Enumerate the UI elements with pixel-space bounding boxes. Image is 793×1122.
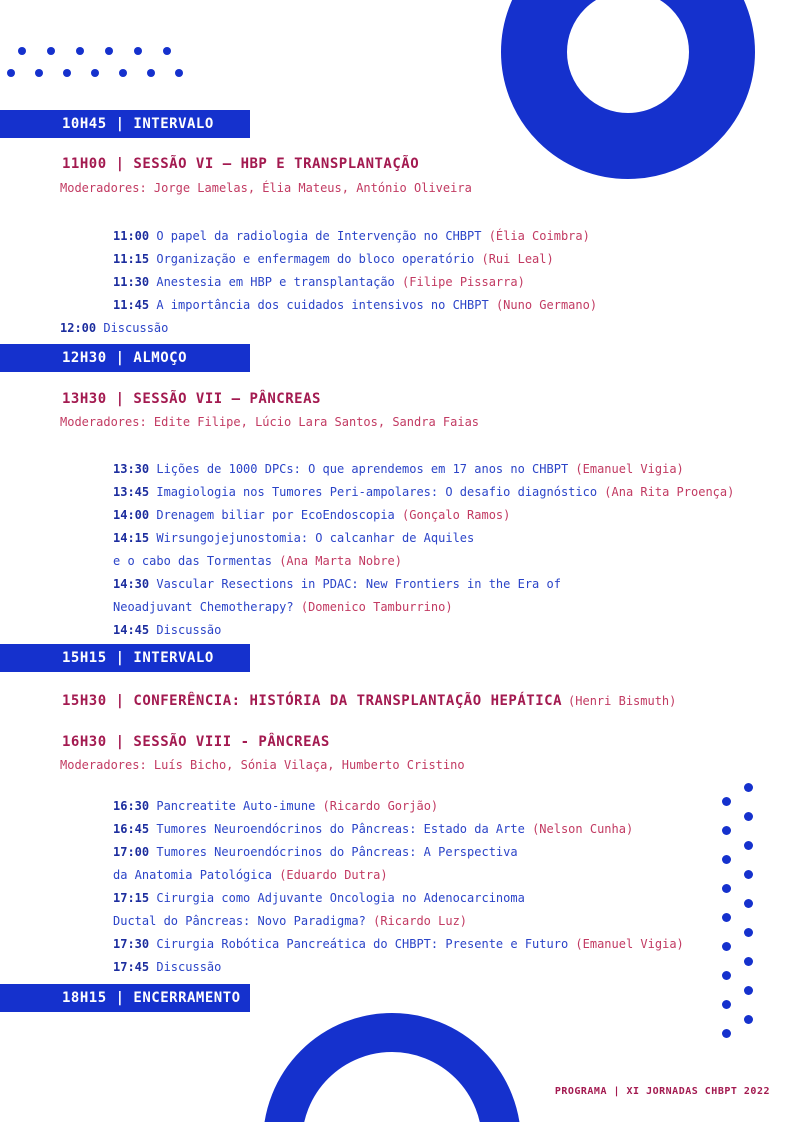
session-vi-schedule (60, 225, 598, 340)
schedule-line (113, 481, 734, 504)
decor-ring-top-right (501, 0, 755, 179)
session-vii-moderators: Moderadores: Edite Filipe, Lúcio Lara Santos, Sandra Faias (60, 415, 480, 429)
session-vi-heading: 11H00 | SESSÃO VI – HBP E TRANSPLANTAÇÃO (62, 156, 420, 172)
item-title: Discussão (156, 623, 222, 637)
item-title: Neoadjuvant Chemotherapy? (113, 600, 294, 614)
decor-dot (722, 971, 731, 980)
schedule-line (113, 818, 684, 841)
decor-dot (722, 913, 731, 922)
decor-ring-bottom (263, 1013, 521, 1122)
item-time: 13:30 (113, 462, 150, 476)
item-time: 17:45 (113, 960, 150, 974)
item-title: Ductal do Pâncreas: Novo Paradigma? (113, 914, 366, 928)
item-time: 17:15 (113, 891, 150, 905)
schedule-line (113, 225, 597, 248)
item-speaker: (Emanuel Vigia) (575, 462, 684, 476)
decor-dot (175, 69, 183, 77)
decor-dot (119, 69, 127, 77)
item-speaker: (Emanuel Vigia) (575, 937, 684, 951)
conference-speaker: (Henri Bismuth) (568, 694, 677, 708)
item-title: Cirurgia como Adjuvante Oncologia no Adenocarcinoma (156, 891, 525, 905)
item-title: Cirurgia Robótica Pancreática do CHBPT: Presente e Futuro (156, 937, 569, 951)
session-vii-heading: 13H30 | SESSÃO VII – PÂNCREAS (62, 391, 321, 407)
item-time: 12:00 (60, 321, 97, 335)
item-title: O papel da radiologia de Intervenção no CHBPT (156, 229, 482, 243)
decor-dot (744, 870, 753, 879)
decor-dot (76, 47, 84, 55)
schedule-line (113, 596, 734, 619)
item-speaker: (Filipe Pissarra) (402, 275, 525, 289)
item-speaker: (Ricardo Gorjão) (322, 799, 439, 813)
session-viii-moderators: Moderadores: Luís Bicho, Sónia Vilaça, Humberto Cristino (60, 758, 465, 772)
decor-dot (722, 884, 731, 893)
item-time: 16:45 (113, 822, 150, 836)
schedule-line (113, 619, 734, 642)
item-time: 14:15 (113, 531, 150, 545)
decor-dots-right-inner-column (722, 797, 731, 1038)
item-title: Drenagem biliar por EcoEndoscopia (156, 508, 395, 522)
schedule-line (113, 795, 684, 818)
schedule-line (113, 527, 734, 550)
item-title: Imagiologia nos Tumores Peri-ampolares: O desafio diagnóstico (156, 485, 598, 499)
decor-dot (722, 855, 731, 864)
item-title: Anestesia em HBP e transplantação (156, 275, 395, 289)
decor-dot (744, 986, 753, 995)
decor-dot (18, 47, 26, 55)
decor-dot (722, 797, 731, 806)
footer-label: PROGRAMA | XI JORNADAS CHBPT 2022 (554, 1086, 770, 1097)
item-time: 14:00 (113, 508, 150, 522)
item-time: 11:00 (113, 229, 150, 243)
schedule-line (113, 887, 684, 910)
decor-dot (744, 783, 753, 792)
conference-line (62, 691, 676, 710)
item-speaker: (Gonçalo Ramos) (402, 508, 511, 522)
item-title: e o cabo das Tormentas (113, 554, 272, 568)
item-title: Tumores Neuroendócrinos do Pâncreas: A Perspectiva (156, 845, 518, 859)
decor-dot (63, 69, 71, 77)
decor-dot (47, 47, 55, 55)
item-speaker: (Nelson Cunha) (532, 822, 634, 836)
decor-dot (91, 69, 99, 77)
decor-dot (744, 841, 753, 850)
item-speaker: (Ricardo Luz) (373, 914, 468, 928)
decor-dot (744, 812, 753, 821)
item-speaker: (Domenico Tamburrino) (300, 600, 453, 614)
conference-heading: 15H30 | CONFERÊNCIA: HISTÓRIA DA TRANSPLANTAÇÃO HEPÁTICA (62, 693, 563, 709)
session-vi-moderators: Moderadores: Jorge Lamelas, Élia Mateus, António Oliveira (60, 181, 472, 195)
schedule-line (113, 956, 684, 979)
item-time: 11:15 (113, 252, 150, 266)
item-title: Lições de 1000 DPCs: O que aprendemos em 17 anos no CHBPT (156, 462, 569, 476)
item-time: 16:30 (113, 799, 150, 813)
banner-intervalo-15h15: 15H15 | INTERVALO (0, 644, 250, 672)
schedule-line (113, 550, 734, 573)
decor-dot (147, 69, 155, 77)
item-speaker: (Ana Rita Proença) (604, 485, 735, 499)
session-viii-heading: 16H30 | SESSÃO VIII - PÂNCREAS (62, 734, 330, 750)
banner-encerramento-18h15: 18H15 | ENCERRAMENTO (0, 984, 250, 1012)
schedule-line (113, 841, 684, 864)
schedule-line (113, 271, 597, 294)
decor-dot (744, 1015, 753, 1024)
schedule-line (113, 864, 684, 887)
item-speaker: (Rui Leal) (481, 252, 554, 266)
schedule-line (113, 573, 734, 596)
item-speaker: (Élia Coimbra) (488, 229, 590, 243)
item-time: 14:30 (113, 577, 150, 591)
item-title: Discussão (156, 960, 222, 974)
item-speaker: (Eduardo Dutra) (279, 868, 388, 882)
item-speaker: (Nuno Germano) (495, 298, 598, 312)
decor-dot (744, 928, 753, 937)
decor-dot (722, 1029, 731, 1038)
item-title: Vascular Resections in PDAC: New Frontiers in the Era of (156, 577, 561, 591)
decor-dot (7, 69, 15, 77)
item-title: Wirsungojejunostomia: O calcanhar de Aquiles (156, 531, 475, 545)
schedule-line (113, 294, 597, 317)
decor-dot (35, 69, 43, 77)
schedule-line (113, 910, 684, 933)
item-time: 17:00 (113, 845, 150, 859)
banner-intervalo-10h45: 10H45 | INTERVALO (0, 110, 250, 138)
item-time: 13:45 (113, 485, 150, 499)
item-title: da Anatomia Patológica (113, 868, 272, 882)
decor-dot (744, 899, 753, 908)
item-title: Discussão (103, 321, 169, 335)
item-title: A importância dos cuidados intensivos no CHBPT (156, 298, 489, 312)
decor-dot (722, 826, 731, 835)
schedule-line (113, 458, 734, 481)
session-viii-schedule (113, 795, 684, 979)
item-title: Tumores Neuroendócrinos do Pâncreas: Estado da Arte (156, 822, 525, 836)
decor-dots-top-left-row1 (18, 47, 171, 55)
decor-dots-top-left-row2 (7, 69, 183, 77)
decor-dot (722, 942, 731, 951)
banner-almoco-12h30: 12H30 | ALMOÇO (0, 344, 250, 372)
item-time: 17:30 (113, 937, 150, 951)
item-time: 11:30 (113, 275, 150, 289)
schedule-line (60, 317, 597, 340)
item-speaker: (Ana Marta Nobre) (279, 554, 403, 568)
schedule-line (113, 504, 734, 527)
decor-dot (163, 47, 171, 55)
decor-dot (722, 1000, 731, 1009)
schedule-line (113, 248, 597, 271)
schedule-line (113, 933, 684, 956)
item-time: 14:45 (113, 623, 150, 637)
item-title: Organização e enfermagem do bloco operatório (156, 252, 475, 266)
decor-dot (105, 47, 113, 55)
item-time: 11:45 (113, 298, 150, 312)
session-vii-schedule (113, 458, 734, 642)
decor-dots-right-outer-column (744, 783, 753, 1024)
item-title: Pancreatite Auto-imune (156, 799, 316, 813)
decor-dot (134, 47, 142, 55)
decor-dot (744, 957, 753, 966)
